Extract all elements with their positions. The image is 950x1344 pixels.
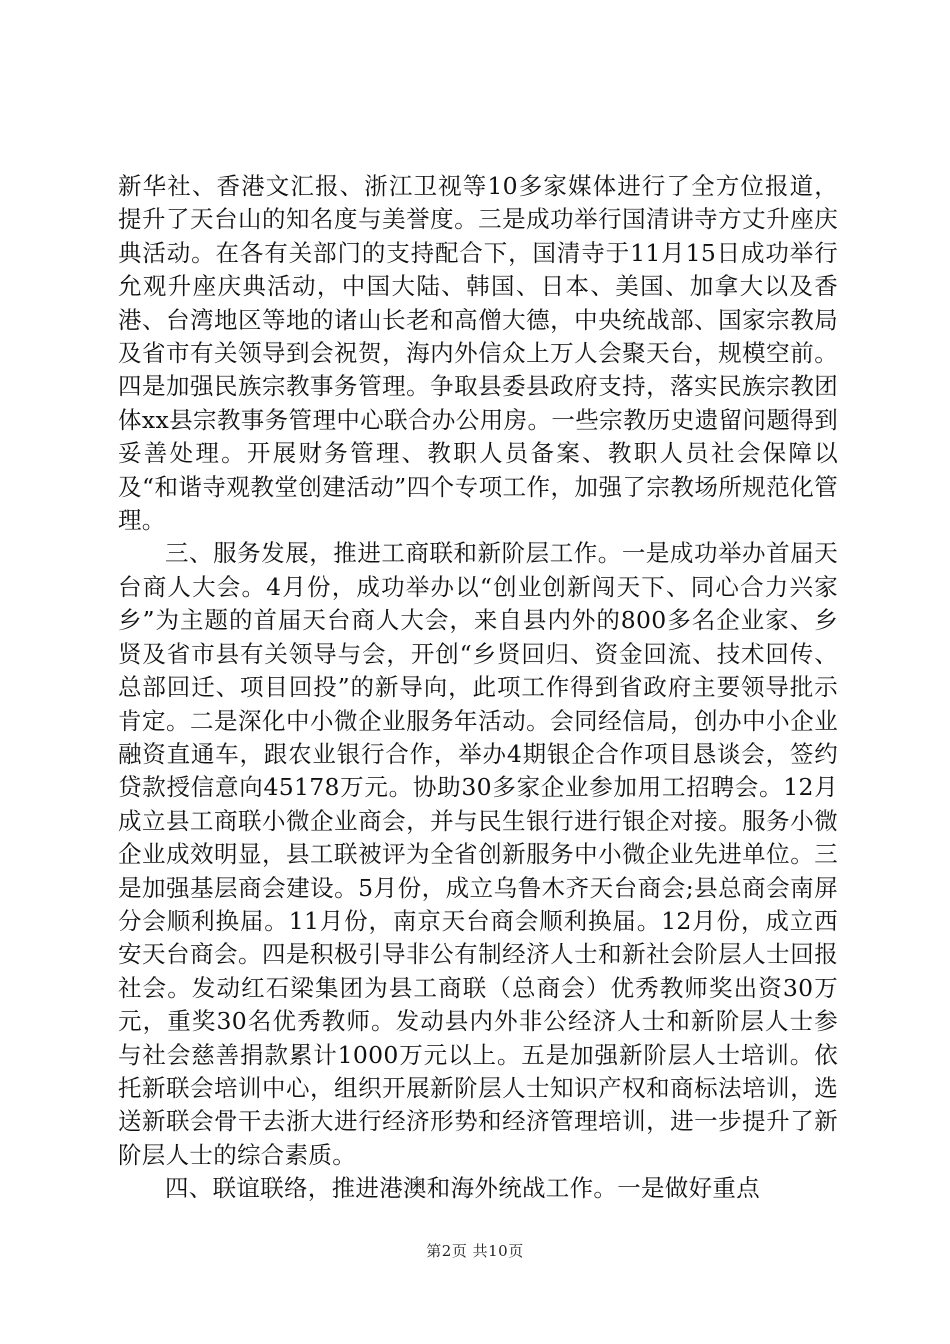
paragraph-religious-affairs: 新华社、香港文汇报、浙江卫视等10多家媒体进行了全方位报道，提升了天台山的知名度与美誉度。三是成功举行国清讲寺方丈升座庆典活动。在各有关部门的支持配合下，国清寺于11月15日成功举行允观升座庆典活动，中国大陆、韩国、日本、美国、加拿大以及香港、台湾地区等地的诸山长老和高僧大德，中央统战部、国家宗教局及省市有关领导到会祝贺，海内外信众上万人会聚天台，规模空前。四是加强民族宗教事务管理。争取县委县政府支持，落实民族宗教团体xx县宗教事务管理中心联合办公用房。一些宗教历史遗留问题得到妥善处理。开展财务管理、教职人员备案、教职人员社会保障以及“和谐寺观教堂创建活动”四个专项工作，加强了宗教场所规范化管理。 (118, 172, 838, 535)
paragraph-overseas-liaison: 四、联谊联络，推进港澳和海外统战工作。一是做好重点 (165, 1174, 760, 1203)
document-body (118, 170, 838, 1206)
page-number-footer: 第2页 共10页 (426, 1242, 524, 1260)
paragraph-commerce-federation: 三、服务发展，推进工商联和新阶层工作。一是成功举办首届天台商人大会。4月份，成功举办以“创业创新闯天下、同心合力兴家乡”为主题的首届天台商人大会，来自县内外的800多名企业家、乡贤及省市县有关领导与会，开创“乡贤回归、资金回流、技术回传、总部回迁、项目回投”的新导向，此项工作得到省政府主要领导批示肯定。二是深化中小微企业服务年活动。会同经信局，创办中小企业融资直通车，跟农业银行合作，举办4期银企合作项目恳谈会，签约贷款授信意向45178万元。协助30多家企业参加用工招聘会。12月成立县工商联小微企业商会，并与民生银行进行银企对接。服务小微企业成效明显，县工联被评为全省创新服务中小微企业先进单位。三是加强基层商会建设。5月份，成立乌鲁木齐天台商会;县总商会南屏分会顺利换届。11月份，南京天台商会顺利换届。12月份，成立西安天台商会。四是积极引导非公有制经济人士和新社会阶层人士回报社会。发动红石梁集团为县工商联（总商会）优秀教师奖出资30万元，重奖30名优秀教师。发动县内外非公经济人士和新阶层人士参与社会慈善捐款累计1000万元以上。五是加强新阶层人士培训。依托新联会培训中心，组织开展新阶层人士知识产权和商标法培训，选送新联会骨干去浙大进行经济形势和经济管理培训，进一步提升了新阶层人士的综合素质。 (118, 539, 838, 1169)
